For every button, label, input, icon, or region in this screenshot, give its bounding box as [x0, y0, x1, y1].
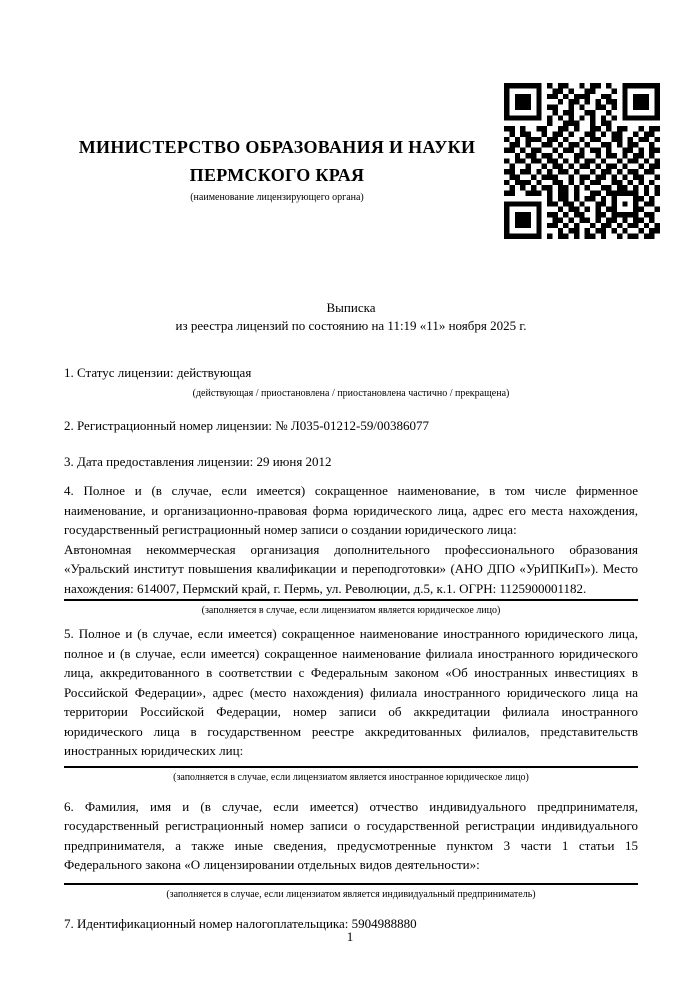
page-number: 1 [346, 929, 354, 944]
field-entrepreneur-blank-line [64, 875, 638, 885]
field-license-status: 1. Статус лицензии: действующая [64, 365, 252, 380]
document-title [64, 299, 638, 334]
field-grant-date: 3. Дата предоставления лицензии: 29 июня 2012 [64, 454, 332, 469]
field-taxpayer-id: 7. Идентификационный номер налогоплательщика: 5904988880 [64, 915, 417, 931]
ministry-header [64, 133, 490, 204]
document-title-line2: из реестра лицензий по состоянию на 11:19 «11» ноября 2025 г. [175, 317, 527, 333]
field-registration-number: 2. Регистрационный номер лицензии: № Л035-01212-59/00386077 [64, 418, 430, 433]
field-entrepreneur-caption: (заполняется в случае, если лицензиатом является индивидуальный предприниматель) [166, 888, 536, 900]
ministry-name-line2: ПЕРМСКОГО КРАЯ [189, 165, 365, 185]
field-foreign-entity-label: 5. Полное и (в случае, если имеется) сокращенное наименование иностранного юридического лица, полное и (в случае, если имеется) сокращенное наименование филиала иностранного юридического лица, аккредитованного в соответствии с Федеральным законом «Об иностранных инвестициях в Российской Федерации», адрес (место нахождения) филиала иностранного юридического лица на территории Российской Федерации, номер записи об аккредитации филиала иностранного юридического лица в государственном реестре аккредитованных филиалов, представительств иностранных юридических лиц: [64, 626, 638, 758]
ministry-name-line1: МИНИСТЕРСТВО ОБРАЗОВАНИЯ И НАУКИ [78, 137, 476, 157]
field-foreign-entity-caption: (заполняется в случае, если лицензиатом является иностранное юридическое лицо) [173, 771, 529, 783]
field-legal-entity-value: Автономная некоммерческая организация дополнительного профессионального образования «Уральский институт повышения квалификации и переподготовки» (АНО ДПО «УрИПКиП»). Место нахождения: 614007, Пермский край, г. Пермь, ул. Революции, д.5, к.1. ОГРН: 1125900001182. [64, 540, 638, 602]
ministry-caption: (наименование лицензирующего органа) [190, 192, 364, 203]
document-body [64, 363, 638, 934]
field-license-status-caption: (действующая / приостановлена / приостановлена частично / прекращена) [192, 388, 510, 399]
document-title-line1: Выписка [326, 300, 376, 315]
field-legal-entity-label: 4. Полное и (в случае, если имеется) сокращенное наименование, в том числе фирменное наименование, и организационно-правовая форма юридического лица, адрес его места нахождения, государственный регистрационный номер записи о создании юридического лица: [64, 483, 638, 537]
field-foreign-entity-blank-line [64, 761, 638, 768]
field-legal-entity-caption: (заполняется в случае, если лицензиатом является юридическое лицо) [201, 605, 501, 616]
field-entrepreneur-label: 6. Фамилия, имя и (в случае, если имеется) отчество индивидуального предпринимателя, государственный регистрационный номер записи о государственной регистрации индивидуального предпринимателя, а также иные сведения, предусмотренные пунктом 3 части 1 статьи 15 Федерального закона «О лицензировании отдельных видов деятельности»: [64, 798, 638, 872]
qr-code [504, 83, 660, 239]
